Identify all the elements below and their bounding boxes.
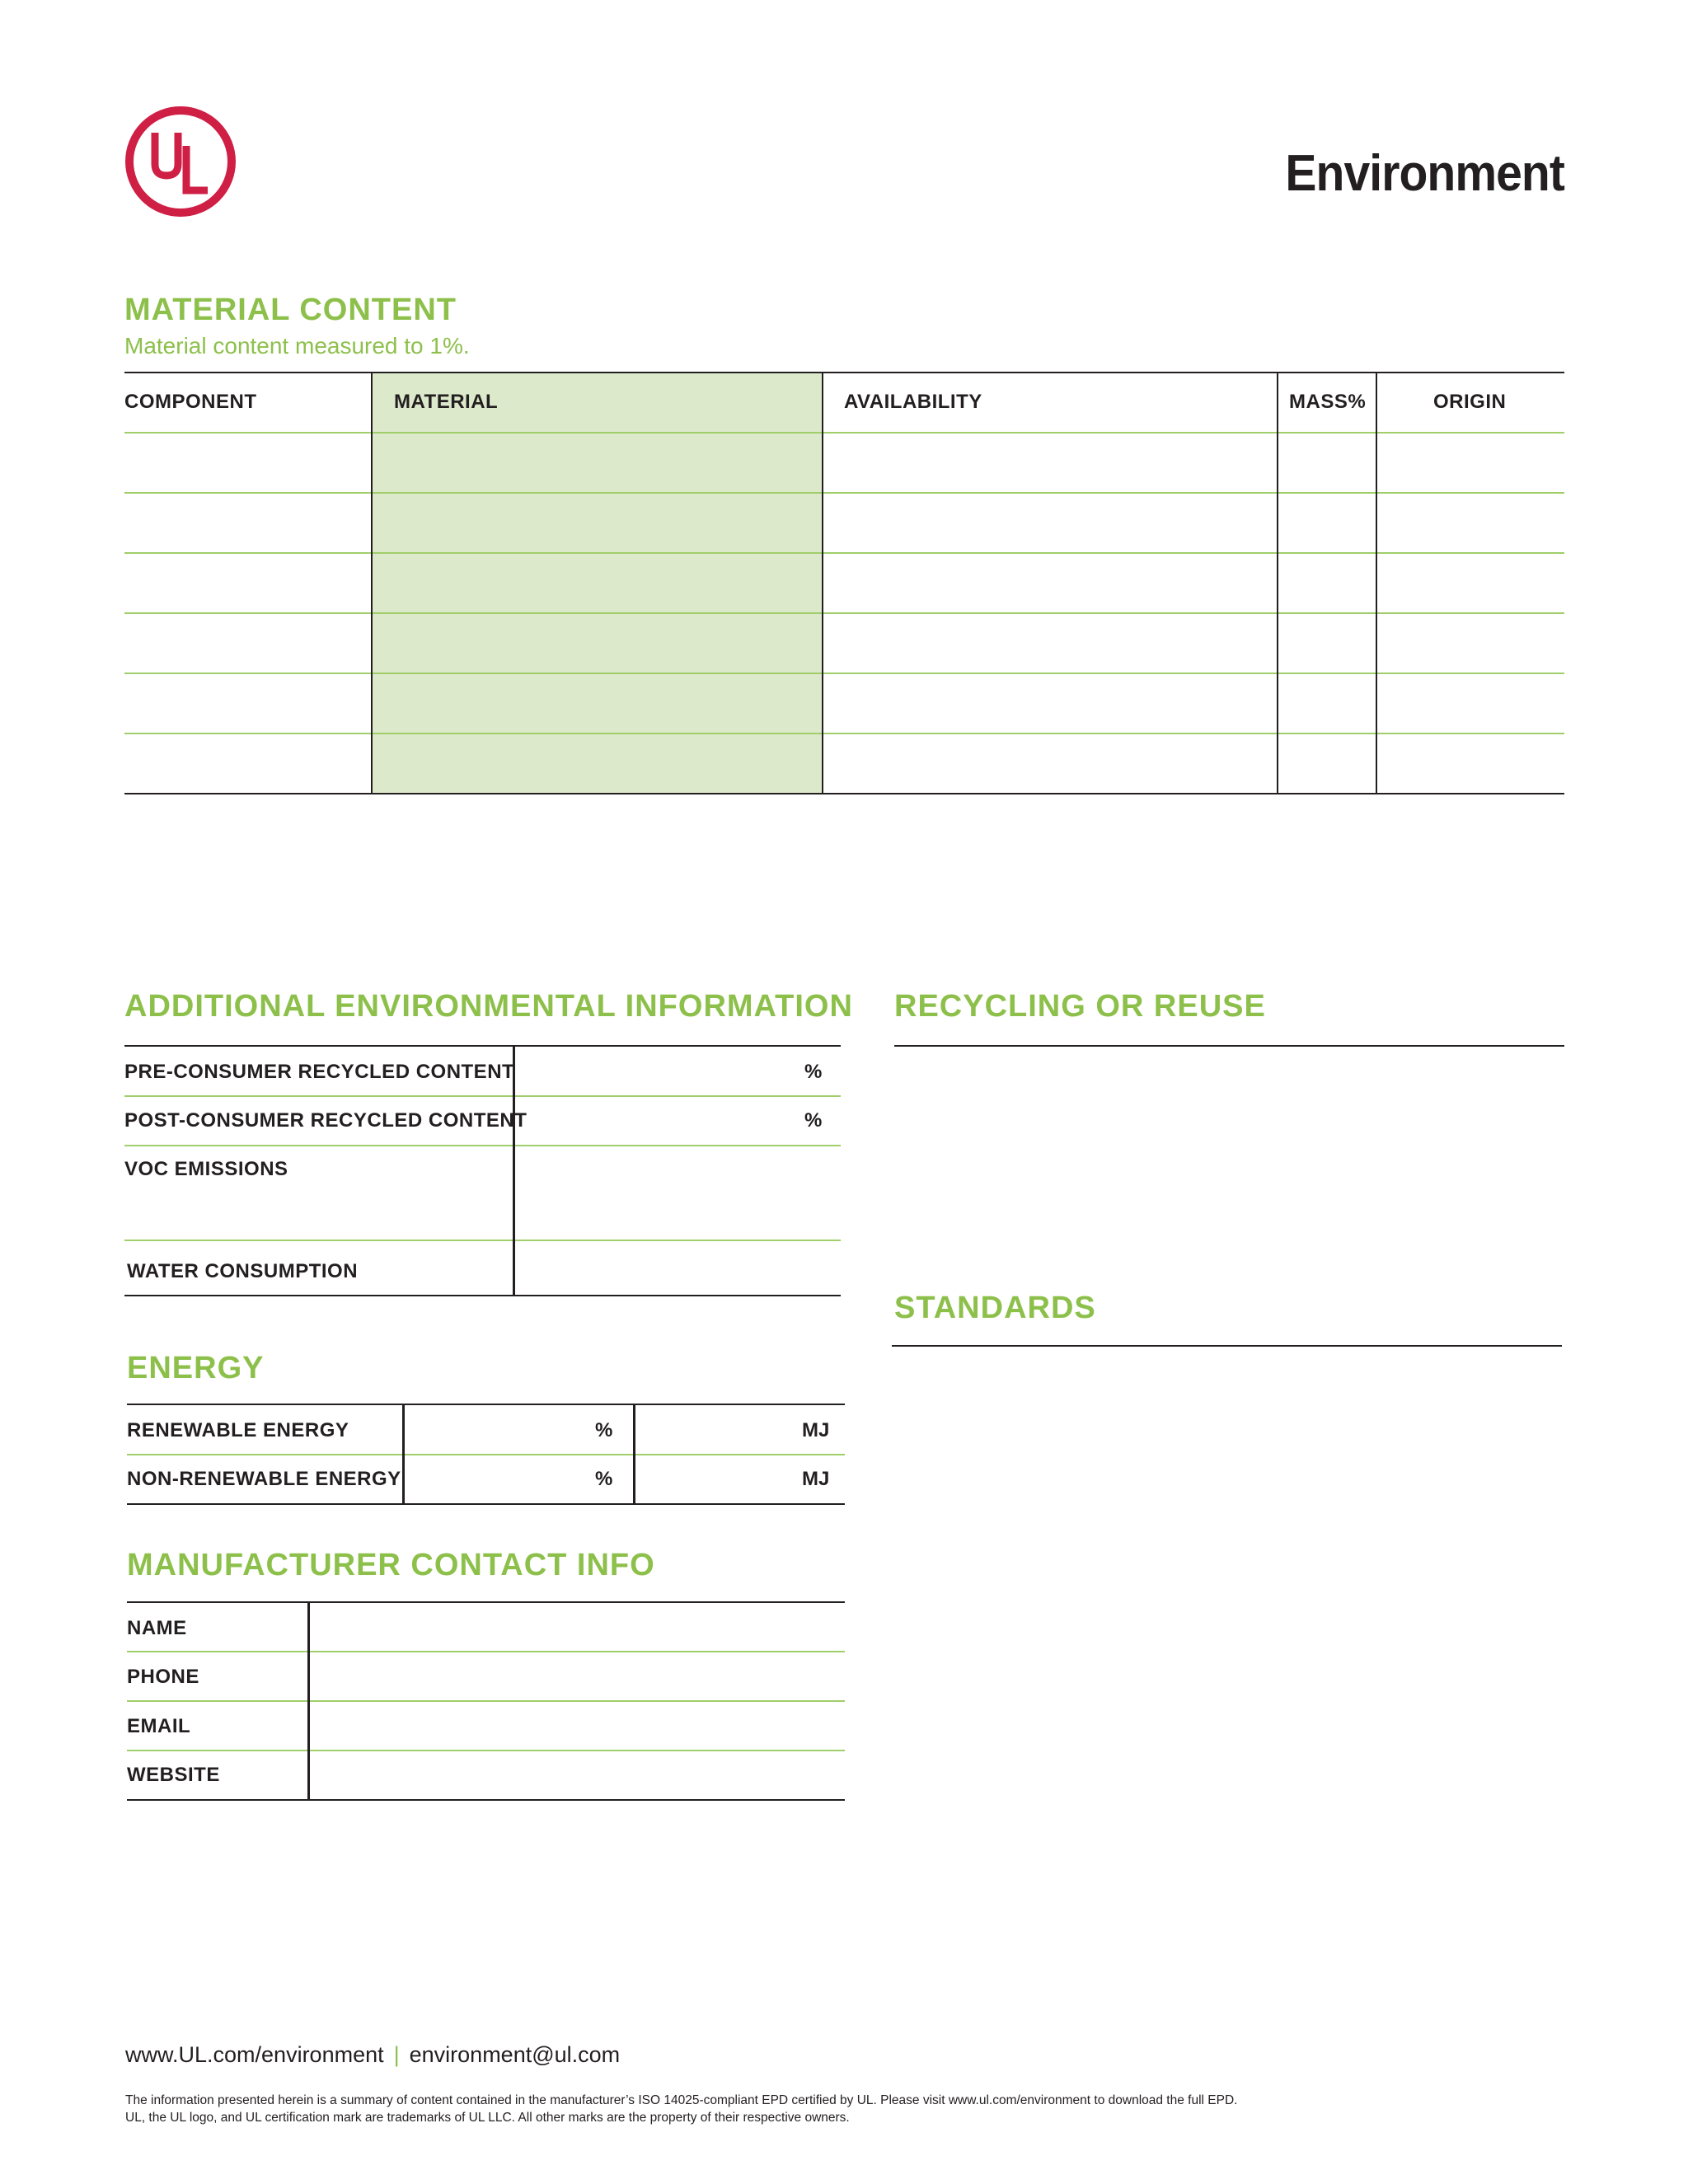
renewable-unit-percent: % <box>595 1419 613 1441</box>
contact-heading: MANUFACTURER CONTACT INFO <box>127 1548 655 1582</box>
contact-email-label: EMAIL <box>127 1715 191 1737</box>
footer-email-link[interactable]: environment@ul.com <box>409 2042 621 2067</box>
rule <box>124 1145 841 1146</box>
voc-label: VOC EMISSIONS <box>124 1158 288 1180</box>
post-consumer-label: POST-CONSUMER RECYCLED CONTENT <box>124 1109 528 1132</box>
rule <box>127 1454 845 1455</box>
rule <box>894 1045 1564 1047</box>
table-row <box>124 492 1564 494</box>
renewable-unit-mj: MJ <box>802 1419 830 1441</box>
rule <box>127 1700 845 1702</box>
col-availability: AVAILABILITY <box>844 391 982 413</box>
footer-links <box>125 2042 620 2068</box>
table-row <box>124 432 1564 434</box>
ul-logo <box>124 105 237 218</box>
rule <box>124 1045 841 1047</box>
table-row <box>124 733 1564 734</box>
disclaimer-line-2: UL, the UL logo, and UL certification mark are trademarks of UL LLC. All other marks are the property of their respective owners. <box>125 2111 850 2125</box>
non-renewable-unit-mj: MJ <box>802 1468 830 1490</box>
rule <box>127 1651 845 1652</box>
table-row <box>124 673 1564 674</box>
footer-website-link[interactable]: www.UL.com/environment <box>125 2042 384 2067</box>
energy-heading: ENERGY <box>127 1351 265 1385</box>
non-renewable-label: NON-RENEWABLE ENERGY <box>127 1468 401 1490</box>
contact-name-label: NAME <box>127 1617 187 1639</box>
standards-heading: STANDARDS <box>894 1291 1096 1325</box>
post-consumer-unit: % <box>804 1109 823 1132</box>
footer-separator: | <box>393 2042 400 2067</box>
col-divider <box>822 373 823 794</box>
page-title: Environment <box>1285 145 1564 202</box>
col-material: MATERIAL <box>394 391 499 413</box>
contact-phone-label: PHONE <box>127 1666 199 1688</box>
col-mass: MASS% <box>1289 391 1367 413</box>
pre-consumer-unit: % <box>804 1061 823 1083</box>
rule <box>892 1345 1562 1347</box>
col-divider <box>402 1404 405 1504</box>
col-component: COMPONENT <box>124 391 257 413</box>
contact-website-label: WEBSITE <box>127 1764 220 1786</box>
rule <box>124 1095 841 1097</box>
table-top-rule <box>124 372 1564 373</box>
pre-consumer-label: PRE-CONSUMER RECYCLED CONTENT <box>124 1061 515 1083</box>
non-renewable-unit-percent: % <box>595 1468 613 1490</box>
renewable-label: RENEWABLE ENERGY <box>127 1419 349 1441</box>
rule <box>127 1799 845 1801</box>
col-origin: ORIGIN <box>1433 391 1507 413</box>
col-divider <box>1376 373 1377 794</box>
water-label: WATER CONSUMPTION <box>127 1260 359 1282</box>
col-divider <box>513 1045 515 1296</box>
table-bottom-rule <box>124 793 1564 794</box>
rule <box>127 1404 845 1405</box>
rule <box>127 1750 845 1751</box>
rule <box>127 1503 845 1505</box>
rule <box>124 1295 841 1296</box>
col-divider <box>633 1404 635 1504</box>
additional-info-heading: ADDITIONAL ENVIRONMENTAL INFORMATION <box>124 989 853 1024</box>
table-row <box>124 612 1564 614</box>
material-content-subtitle: Material content measured to 1%. <box>124 333 470 359</box>
disclaimer <box>125 2092 1237 2126</box>
col-divider <box>1277 373 1278 794</box>
material-column-shade <box>373 373 823 793</box>
col-divider <box>307 1601 310 1800</box>
disclaimer-line-1: The information presented herein is a summary of content contained in the manufacturer’s ISO 14025-compliant EPD certified by UL. Please visit www.ul.com/environment to download the full EPD. <box>125 2093 1238 2107</box>
rule <box>124 1240 841 1241</box>
rule <box>127 1601 845 1603</box>
col-divider <box>371 373 373 794</box>
material-content-heading: MATERIAL CONTENT <box>124 293 457 327</box>
recycling-heading: RECYCLING OR REUSE <box>894 989 1266 1024</box>
table-row <box>124 552 1564 554</box>
